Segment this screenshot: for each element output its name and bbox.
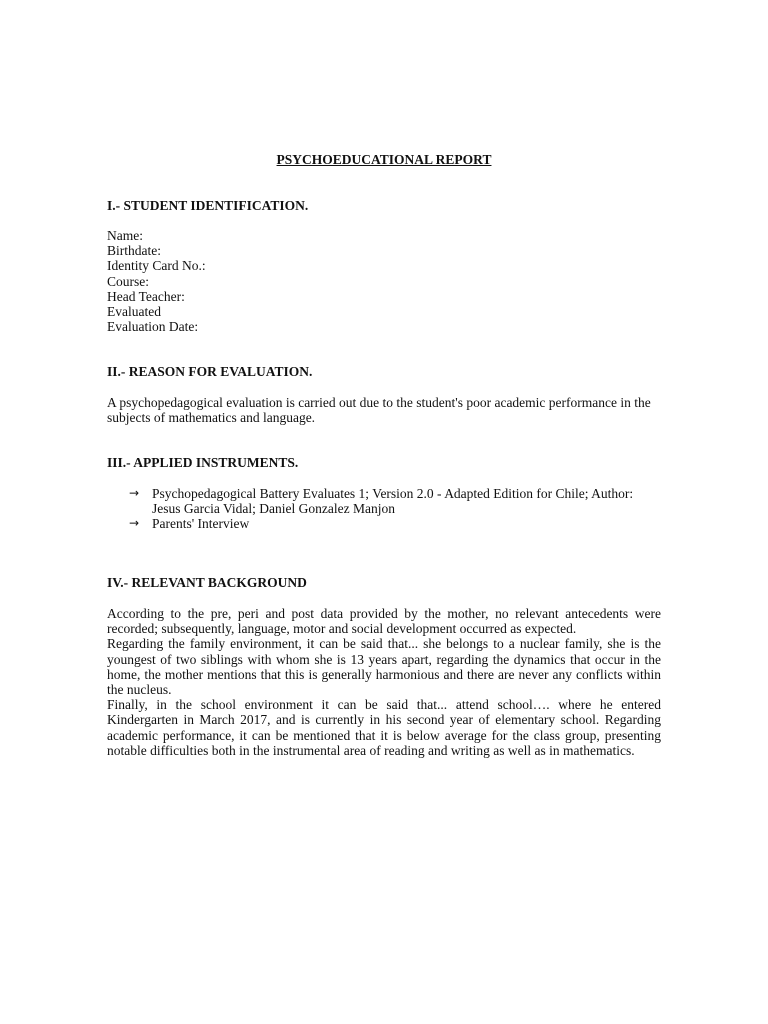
instrument-text: Psychopedagogical Battery Evaluates 1; Version 2.0 - Adapted Edition for Chile; Author: Jesus Garcia Vidal; Daniel Gonzalez Manjon [152,486,634,517]
reason-body [107,395,661,425]
background-paragraph-3: Finally, in the school environment it can be said that... attend school…. where he entered Kindergarten in March 2017, and is currently in his second year of elementary school. Regarding academic performance, it can be mentioned that it is below average for the class group, presenting notable difficulties both in the instrumental area of reading and writing as well as in mathematics. [107,697,661,758]
field-identity-card: Identity Card No.: [107,258,206,274]
instruments-list [107,486,661,532]
right-arrow-icon: → [129,486,140,500]
field-course: Course: [107,273,149,289]
section-applied-instruments [107,455,661,471]
section-heading-instruments: III.- APPLIED INSTRUMENTS. [107,455,299,470]
field-evaluation-date: Evaluation Date: [107,319,199,335]
section-relevant-background [107,575,661,591]
instruments-list-wrap [107,486,661,532]
list-item [107,516,661,531]
section-student-identification [107,198,661,214]
background-paragraph-2: Regarding the family environment, it can be said that... she belongs to a nuclear family, she is the youngest of two siblings with whom she is 13 years apart, regarding the dynamics that occur in the home, the mother mentions that this is generally harmonious and there are never any conflicts within the nucleus. [107,636,661,698]
background-body [107,606,661,758]
identification-fields [107,228,206,334]
report-title: PSYCHOEDUCATIONAL REPORT [276,152,492,167]
section-reason-for-evaluation [107,364,661,380]
section-heading-identification: I.- STUDENT IDENTIFICATION. [107,198,309,213]
instrument-text: Parents' Interview [152,516,250,532]
right-arrow-icon: → [129,516,140,531]
field-name: Name: [107,228,143,243]
reason-paragraph: A psychopedagogical evaluation is carried out due to the student's poor academic performance in the subjects of mathematics and language. [107,395,651,426]
list-item [107,486,661,516]
section-heading-reason: II.- REASON FOR EVALUATION. [107,364,313,379]
section-heading-background: IV.- RELEVANT BACKGROUND [107,575,307,590]
field-head-teacher: Head Teacher: [107,288,185,304]
background-paragraph-1: According to the pre, peri and post data provided by the mother, no relevant antecedents were recorded; subsequently, language, motor and social development occurred as expected. [107,606,661,637]
field-birthdate: Birthdate: [107,243,161,259]
field-evaluated: Evaluated [107,304,161,320]
